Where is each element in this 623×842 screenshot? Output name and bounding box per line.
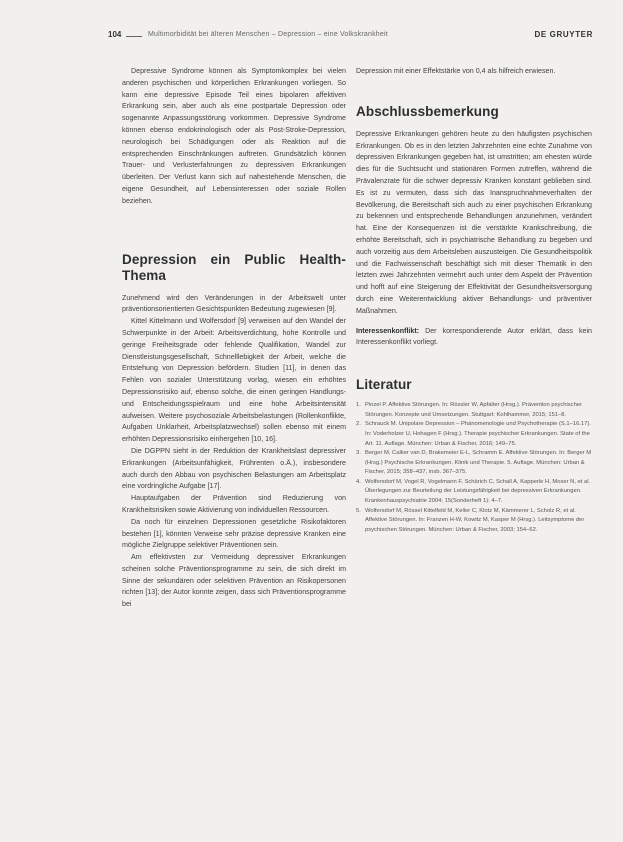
- section-heading-literatur: Literatur: [356, 377, 412, 393]
- paragraph: Hauptaufgaben der Prävention sind Reduzierung von Krankheitsrisiken sowie Aktivierung von individuellen Ressourcen.: [122, 494, 346, 514]
- reference-text: Schrauck M. Unipolare Depression – Phänomenologie und Psychotherapie (S.1–16.17). In: Voderholzer U, Hohagen F (Hrsg.). Therapie psychischer Erkrankungen. State of the Art. 11. Auflage. München: Urban & Fischer, 2016; 149–75.: [365, 421, 591, 447]
- reference-number: 4.: [356, 478, 361, 485]
- left-column: [122, 66, 346, 611]
- reference-item: [356, 507, 592, 536]
- reference-item: [356, 401, 592, 420]
- header-rule: [126, 36, 142, 37]
- reference-list: [356, 401, 592, 535]
- reference-text: Berger M, Calker van D, Brakemeier E-L, Schramm E. Affektive Störungen. In: Berger M (Hrsg.) Psychische Erkrankungen. Klinik und Therapie. 5. Auflage. München: Urban & Fischer, 2015; 358–437, insb. 367–375.: [365, 450, 592, 476]
- publisher-logo: DE GRUYTER: [534, 30, 593, 39]
- paragraph: Da noch für einzelnen Depressionen gesetzliche Risikofaktoren bestehen [1], könnten Verweise sehr präzise depressive Kranken eine mögliche Zielgruppe selektiver Präventionen sein.: [122, 517, 346, 550]
- reference-text: Wolfersdorf M, Rössel Kittelfeld M, Keller C, Klotz M, Kämmerer L, Scholz R, et al. Affektive Störungen. In: Franzen H-W, Kowitz M, Kasper M (Hrsg.). Leitsymptome der psychischen Störungen. München: Urban & Fischer, 2003; 154–62.: [365, 507, 585, 533]
- section-heading-public-health: Depression ein Public Health-Thema: [122, 251, 346, 283]
- page-header: [108, 30, 593, 44]
- reference-number: 5.: [356, 507, 361, 514]
- conflict-statement: [356, 326, 592, 350]
- right-column: [356, 66, 592, 535]
- conflict-label: Interessenkonflikt:: [356, 326, 420, 335]
- paragraph: Kittel Kittelmann und Wolfersdorf [9] verweisen auf den Wandel der Schwerpunkte in der Arbeit: Arbeitsverdichtung, hohe Kontrolle und geringe Freiheitsgrade oder fehlende Qualifikation, Wandel zur Dienstleistungsgesellschaft, Schnelllebigkeit der Arbeit, welche die Entstehung von Depression befördern. Studien [11], in denen das Fehlen von sozialer Unterstützung vorlag, wiesen ein erhöhtes Depressionsrisiko auf, ebenso solche, die einen geringen Handlungs- und Entscheidungsspielraum und eine hohe Arbeitsintensität aufweisen. Weitere psychosoziale Arbeitsbelastungen (Rollenkonflikte, Aufgaben Unklarheit, Arbeitsplatzwechsel) sollen ebenso mit einem erhöhten Depressionsrisiko einhergehen [10, 16].: [122, 317, 346, 444]
- reference-number: 3.: [356, 450, 361, 457]
- reference-item: [356, 420, 592, 449]
- reference-text: Pinzel P. Affektive Störungen. In: Rössler W, Apfalter (Hrsg.). Prävention psychischer Störungen. Konzepte und Umsetzungen. Stuttgart: Kohlhammer, 2015; 151–8.: [365, 402, 582, 418]
- reference-text: Wolfersdorf M, Vogel R, Vogelmann F, Schärich C, Schall A, Kapperle H, Moser N, et al. Überlegungen zur Beurteilung der Leistungsfähigkeit bei depressiven Erkrankungen. Krankenhauspsychiatrie 2004; 15(Sonderheft 1): 4–7.: [365, 478, 591, 505]
- running-title: Multimorbidität bei älteren Menschen – Depression – eine Volkskrankheit: [148, 31, 388, 38]
- reference-item: [356, 478, 592, 507]
- conflict-text: Der korrespondierende Autor erklärt, dass kein Interessenkonflikt vorliegt.: [356, 326, 592, 347]
- reference-number: 1.: [356, 402, 361, 409]
- reference-number: 2.: [356, 421, 361, 428]
- paragraph: Depressive Erkrankungen gehören heute zu den häufigsten psychischen Erkrankungen. Ob es in den letzten Jahrzehnten eine echte Zunahme von depressiven Erkrankungen gegeben hat, ist umstritten; am ehesten würde dies für die Suchtsucht und stationären Formen zutreffen, während die Prävalenzrate für die schwer depressiv Kranken konstant geblieben sind. Es ist zu vermuten, dass sich das Inanspruchnahmeverhalten der Bevölkerung, die Bereitschaft sich auch zu einer psychischen Erkrankung zu bekennen und entsprechende Behandlungen anzunehmen, verändert hat. Eine der Konsequenzen ist die verstärkte Krankschreibung, die erhöhte Bereitschaft, sich in psychiatrische Behandlung zu begeben und auch vorzeitig aus dem Arbeitsleben auszusteigen. Die Gesundheitspolitik und die Fachwissenschaft beschäftigt sich mit dieser Thematik in den letzten zwei Jahrzehnten vermehrt auch unter dem Aspekt der Prävention und hofft auf eine Steigerung der Effektivität der Gesundheitsversorgung durch eine Weiterentwicklung aktiver Behandlungs- und präventiver Maßnahmen.: [356, 129, 592, 315]
- paragraph: Am effektivsten zur Vermeidung depressiver Erkrankungen scheinen solche Präventionsprogramme zu sein, die sich direkt im Sinne der sekundären oder selektiven Prävention an Risikopersonen richten [13]; der Autor konnte zeigen, dass sich Präventionsprogramme bei: [122, 553, 346, 609]
- reference-item: [356, 449, 592, 478]
- paragraph: Zunehmend wird den Veränderungen in der Arbeitswelt unter präventionsorientierten Gesichtspunkten Bedeutung zugewiesen [9].: [122, 293, 346, 314]
- continued-paragraph: Depression mit einer Effektstärke von 0,4 als hilfreich erwiesen.: [356, 67, 556, 75]
- page-number: 104: [108, 30, 122, 39]
- intro-paragraph: Depressive Syndrome können als Symptomkomplex bei vielen anderen psychischen und körperlichen Erkrankungen vorliegen. So kann eine depressive Episode Teil eines bipolaren affektiven Erkrankung sein, aber auch als eine postpartale Depression oder sogenannte Anpassungsstörung vorkommen. Depressive Syndrome können ebenso endokrinologisch oder als Post-Stroke-Depression, neurologisch bei Schädigungen oder als Reaktion auf die entsprechenden Einschränkungen auftreten. Grundsätzlich können Trauer- und Verlusterfahrungen zu depressiven Erkrankungen überleiten. Der Verlust kann sich auf nahestehende Menschen, die eigene Gesundheit, auf Lebensinteressen oder soziale Rollen beziehen.: [122, 67, 346, 205]
- section-heading-abschluss: Abschlussbemerkung: [356, 103, 499, 119]
- paragraph: Die DGPPN sieht in der Reduktion der Krankheitslast depressiver Erkrankungen (Arbeitsunfähigkeit, Frührenten o.Ä.), insbesondere auch durch den Abbau von psychischen Belastungen am Arbeitsplatz eine vordringliche Aufgabe [17].: [122, 446, 346, 491]
